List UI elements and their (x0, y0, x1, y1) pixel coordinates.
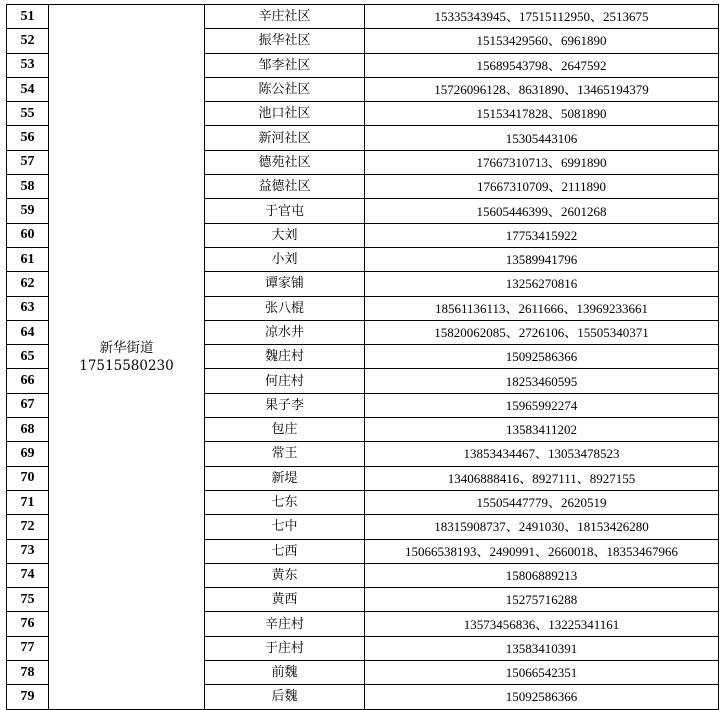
community-name-cell: 大刘 (205, 223, 365, 247)
community-name-cell: 包庄 (205, 418, 365, 442)
community-name-cell: 辛庄村 (205, 612, 365, 636)
community-name-cell: 凉水井 (205, 320, 365, 344)
phone-numbers-cell: 15066542351 (365, 661, 719, 685)
phone-numbers-cell: 15066538193、2490991、2660018、18353467966 (365, 539, 719, 563)
community-name-cell: 常王 (205, 442, 365, 466)
row-number-cell: 67 (7, 393, 49, 417)
row-number-cell: 70 (7, 466, 49, 490)
phone-numbers-cell: 15305443106 (365, 126, 719, 150)
row-number-cell: 59 (7, 199, 49, 223)
row-number-cell: 74 (7, 563, 49, 587)
row-number-cell: 63 (7, 296, 49, 320)
phone-numbers-cell: 15153417828、5081890 (365, 102, 719, 126)
phone-numbers-cell: 15689543798、2647592 (365, 53, 719, 77)
phone-numbers-cell: 13583411202 (365, 418, 719, 442)
phone-numbers-cell: 15965992274 (365, 393, 719, 417)
phone-numbers-cell: 15806889213 (365, 563, 719, 587)
row-number-cell: 60 (7, 223, 49, 247)
community-name-cell: 七中 (205, 515, 365, 539)
phone-numbers-cell: 15505447779、2620519 (365, 490, 719, 514)
row-number-cell: 53 (7, 53, 49, 77)
community-name-cell: 振华社区 (205, 29, 365, 53)
row-number-cell: 52 (7, 29, 49, 53)
phone-numbers-cell: 15092586366 (365, 685, 719, 709)
community-name-cell: 新河社区 (205, 126, 365, 150)
row-number-cell: 66 (7, 369, 49, 393)
community-name-cell: 邹李社区 (205, 53, 365, 77)
community-name-cell: 于庄村 (205, 636, 365, 660)
phone-numbers-cell: 15820062085、2726106、15505340371 (365, 320, 719, 344)
phone-numbers-cell: 13589941796 (365, 247, 719, 271)
row-number-cell: 55 (7, 102, 49, 126)
contact-table (6, 4, 719, 710)
table-row (7, 5, 719, 29)
community-name-cell: 黄东 (205, 563, 365, 587)
phone-numbers-cell: 18315908737、2491030、18153426280 (365, 515, 719, 539)
row-number-cell: 79 (7, 685, 49, 709)
phone-numbers-cell: 13573456836、13225341161 (365, 612, 719, 636)
row-number-cell: 71 (7, 490, 49, 514)
row-number-cell: 77 (7, 636, 49, 660)
community-name-cell: 果子李 (205, 393, 365, 417)
row-number-cell: 76 (7, 612, 49, 636)
phone-numbers-cell: 17667310713、6991890 (365, 150, 719, 174)
community-name-cell: 魏庄村 (205, 345, 365, 369)
phone-numbers-cell: 15726096128、8631890、13465194379 (365, 77, 719, 101)
row-number-cell: 51 (7, 5, 49, 29)
phone-numbers-cell: 17753415922 (365, 223, 719, 247)
phone-numbers-cell: 13406888416、8927111、8927155 (365, 466, 719, 490)
community-name-cell: 张八棍 (205, 296, 365, 320)
phone-numbers-cell: 15275716288 (365, 588, 719, 612)
contact-table-body (7, 5, 719, 710)
phone-numbers-cell: 15153429560、6961890 (365, 29, 719, 53)
community-name-cell: 陈公社区 (205, 77, 365, 101)
row-number-cell: 56 (7, 126, 49, 150)
row-number-cell: 78 (7, 661, 49, 685)
community-name-cell: 益德社区 (205, 175, 365, 199)
community-name-cell: 黄西 (205, 588, 365, 612)
community-name-cell: 谭家铺 (205, 272, 365, 296)
community-name-cell: 新堤 (205, 466, 365, 490)
row-number-cell: 64 (7, 320, 49, 344)
phone-numbers-cell: 13583410391 (365, 636, 719, 660)
district-name: 新华街道 (99, 339, 154, 356)
row-number-cell: 65 (7, 345, 49, 369)
community-name-cell: 七东 (205, 490, 365, 514)
community-name-cell: 小刘 (205, 247, 365, 271)
community-name-cell: 于官屯 (205, 199, 365, 223)
row-number-cell: 58 (7, 175, 49, 199)
community-name-cell: 德苑社区 (205, 150, 365, 174)
row-number-cell: 72 (7, 515, 49, 539)
row-number-cell: 61 (7, 247, 49, 271)
community-name-cell: 前魏 (205, 661, 365, 685)
phone-numbers-cell: 15605446399、2601268 (365, 199, 719, 223)
row-number-cell: 69 (7, 442, 49, 466)
community-name-cell: 辛庄社区 (205, 5, 365, 29)
phone-numbers-cell: 13256270816 (365, 272, 719, 296)
row-number-cell: 73 (7, 539, 49, 563)
community-name-cell: 何庄村 (205, 369, 365, 393)
row-number-cell: 75 (7, 588, 49, 612)
phone-numbers-cell: 17667310709、2111890 (365, 175, 719, 199)
phone-numbers-cell: 18561136113、2611666、13969233661 (365, 296, 719, 320)
phone-numbers-cell: 15335343945、17515112950、2513675 (365, 5, 719, 29)
phone-numbers-cell: 18253460595 (365, 369, 719, 393)
district-cell (49, 5, 205, 710)
community-name-cell: 池口社区 (205, 102, 365, 126)
phone-numbers-cell: 13853434467、13053478523 (365, 442, 719, 466)
community-name-cell: 七西 (205, 539, 365, 563)
community-name-cell: 后魏 (205, 685, 365, 709)
row-number-cell: 54 (7, 77, 49, 101)
district-phone: 17515580230 (79, 357, 174, 374)
row-number-cell: 62 (7, 272, 49, 296)
row-number-cell: 57 (7, 150, 49, 174)
row-number-cell: 68 (7, 418, 49, 442)
phone-numbers-cell: 15092586366 (365, 345, 719, 369)
